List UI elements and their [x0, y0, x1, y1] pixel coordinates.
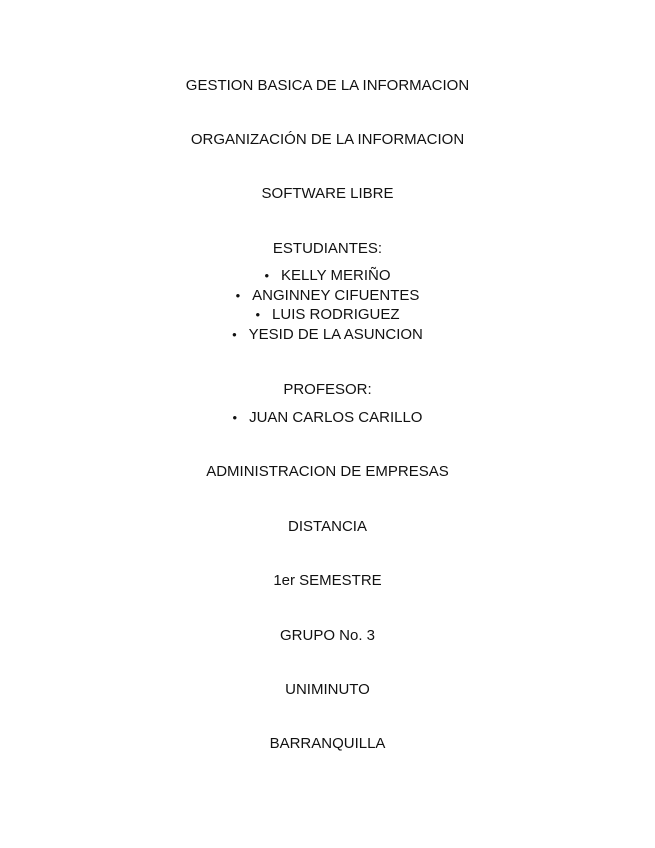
- list-item: [0, 267, 655, 285]
- list-item: [0, 326, 655, 344]
- bullet-icon: •: [255, 307, 261, 322]
- list-item: [0, 287, 655, 305]
- subject-title: SOFTWARE LIBRE: [261, 185, 394, 202]
- university-name: UNIMINUTO: [285, 681, 370, 698]
- bullet-icon: •: [232, 327, 237, 342]
- professor-label: PROFESOR:: [283, 381, 372, 398]
- program-name: ADMINISTRACION DE EMPRESAS: [206, 463, 449, 480]
- students-label: ESTUDIANTES:: [272, 240, 383, 257]
- city-name: BARRANQUILLA: [269, 735, 386, 752]
- topic-title: ORGANIZACIÓN DE LA INFORMACION: [190, 131, 465, 148]
- modality: DISTANCIA: [288, 518, 367, 535]
- semester: 1er SEMESTRE: [273, 572, 382, 589]
- professor-name: JUAN CARLOS CARILLO: [249, 409, 423, 426]
- course-title: GESTION BASICA DE LA INFORMACION: [185, 77, 470, 94]
- student-name: LUIS RODRIGUEZ: [272, 306, 400, 323]
- student-name: KELLY MERIÑO: [281, 267, 391, 284]
- student-name: YESID DE LA ASUNCION: [248, 326, 423, 343]
- bullet-icon: •: [264, 268, 270, 283]
- student-name: ANGINNEY CIFUENTES: [252, 287, 420, 304]
- list-item: [0, 409, 655, 427]
- group-number: GRUPO No. 3: [279, 627, 376, 644]
- bullet-icon: •: [235, 288, 241, 303]
- bullet-icon: •: [232, 410, 238, 425]
- list-item: [0, 306, 655, 324]
